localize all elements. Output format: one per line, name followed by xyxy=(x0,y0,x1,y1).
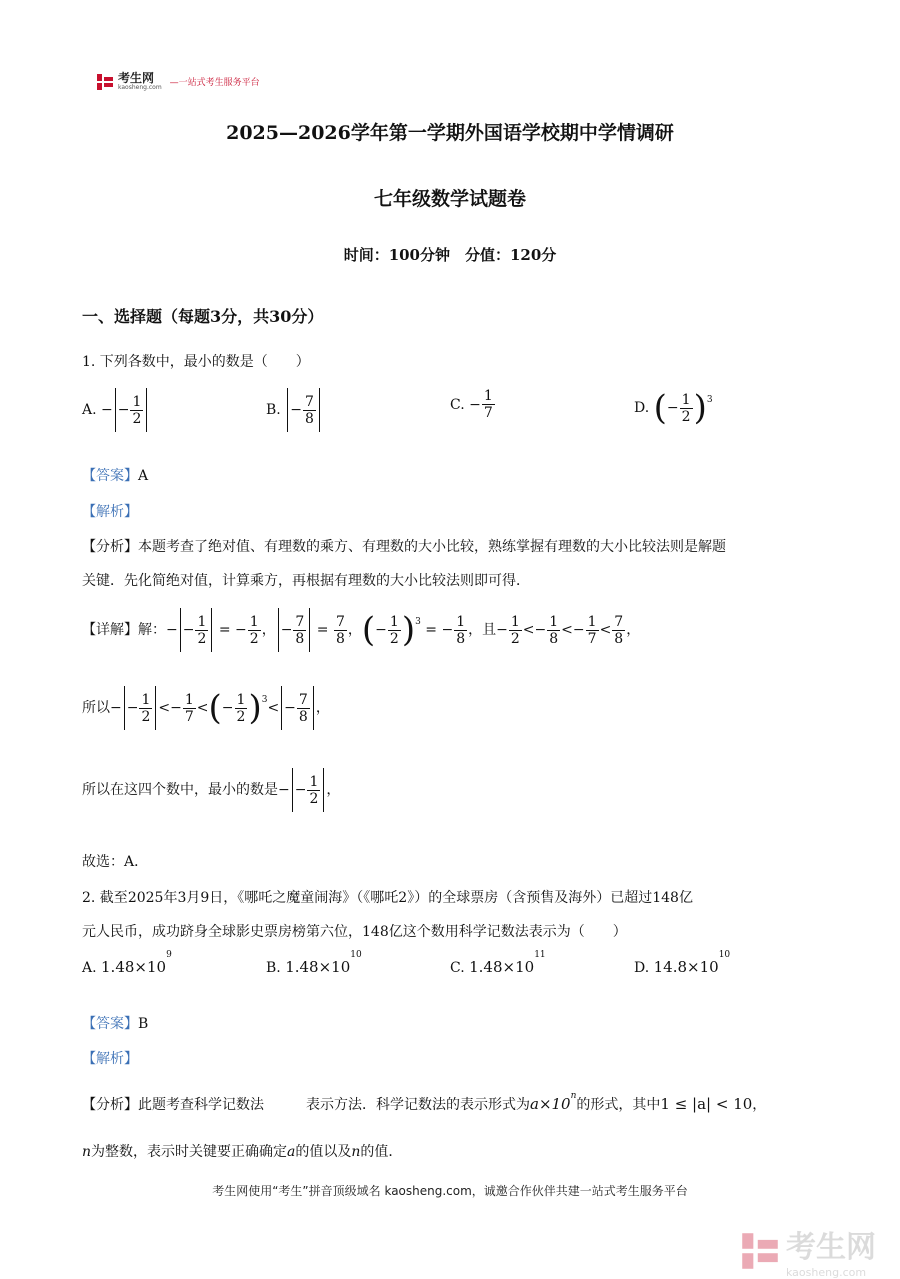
q2-option-b[interactable]: B. $1.48\times 10^{10}$ xyxy=(266,950,362,976)
page-title: 2025—2026学年第一学期外国语学校期中学情调研 xyxy=(226,122,674,144)
logo-text: 考生网 xyxy=(118,71,155,85)
header-logo[interactable] xyxy=(96,72,260,91)
q1-option-b[interactable]: B. − $\frac{7}{8}$ xyxy=(266,388,322,432)
q1-so2: 所以在这四个数中，最小的数是 − − $\frac{1}{2}$ ， xyxy=(82,768,340,812)
watermark-domain: kaosheng.com xyxy=(786,1266,867,1279)
watermark-logo-icon xyxy=(740,1231,780,1271)
q1-stem: 1. 下列各数中，最小的数是（ ） xyxy=(82,354,310,370)
q1-option-a[interactable]: A. − − $\frac{1}{2}$ xyxy=(82,388,149,432)
q1-so: 所以 − − $\frac{1}{2}$ <− $\frac{1}{7}$ < ( − $\frac{1}{2}$ ) 3 < − $\frac{7}{8}$ ， xyxy=(82,688,330,728)
q2-analysis-tag: 【解析】 xyxy=(82,1051,138,1067)
q1-detail: 【详解】解： − − $\frac{1}{2}$ = − $\frac{1}{2}$ ， − $\frac{7}{8}$ = $\frac{7}{8}$ ， ( − $\frac{1}{2}$ ) 3 = − $\frac{1}{8}$ ， 且 − $\frac{1}{2}$ <− $\frac{1}{8}$ <− $\frac{1}{7}$ < $\frac{7}{8}$ ， xyxy=(82,610,641,650)
q2-fenxi-line2: n为整数，表示时关键要正确确定a的值以及n的值． xyxy=(82,1144,403,1160)
logo-domain: kaosheng.com xyxy=(118,84,162,91)
q1-option-c[interactable]: C. − $\frac{1}{7}$ xyxy=(450,388,493,421)
q2-stem-line1: 2. 截至2025年3月9日，《哪吒之魔童闹海》（《哪吒2》）的全球票房（含预售及海外）已超过148亿 xyxy=(82,890,693,906)
logo-slogan: —一站式考生服务平台 xyxy=(169,78,260,88)
q1-option-d[interactable]: D. ( − $\frac{1}{2}$ ) 3 xyxy=(634,388,713,428)
q2-answer: 【答案】B xyxy=(82,1016,149,1032)
q1-choice: 故选：A． xyxy=(82,854,149,870)
q2-option-d[interactable]: D. $14.8\times 10^{10}$ xyxy=(634,950,731,976)
q2-option-a[interactable]: A. $1.48\times 10^9$ xyxy=(82,950,172,976)
watermark xyxy=(740,1222,876,1279)
q1-fenxi: 【分析】本题考查了绝对值、有理数的乘方、有理数的大小比较，熟练掌握有理数的大小比较法则是解题 xyxy=(82,539,726,555)
q2-stem-line2: 元人民币，成功跻身全球影史票房榜第六位，148亿这个数用科学记数法表示为（ ） xyxy=(82,924,627,940)
watermark-text: 考生网 xyxy=(786,1230,876,1265)
page-subtitle: 七年级数学试题卷 xyxy=(373,188,526,210)
q1-analysis-tag: 【解析】 xyxy=(82,504,138,520)
q1-answer: 【答案】A xyxy=(82,468,149,484)
logo-icon xyxy=(96,73,114,91)
page-footer: 考生网使用“考生”拼音顶级域名 kaosheng.com，诚邀合作伙伴共建一站式考生服务平台 xyxy=(212,1184,688,1198)
q2-option-c[interactable]: C. $1.48\times 10^{11}$ xyxy=(450,950,546,976)
time-info: 时间：100分钟 分值：120分 xyxy=(343,246,557,264)
q1-fenxi-line2: 关键．先化简绝对值，计算乘方，再根据有理数的大小比较法则即可得． xyxy=(82,573,530,589)
section-heading: 一、选择题（每题3分，共30分） xyxy=(82,307,324,326)
q2-fenxi: 【分析】此题考查科学记数法 表示方法．科学记数法的表示形式为$a\times 10^n$的形式，其中1 ≤ |a| < 10， xyxy=(82,1091,767,1113)
